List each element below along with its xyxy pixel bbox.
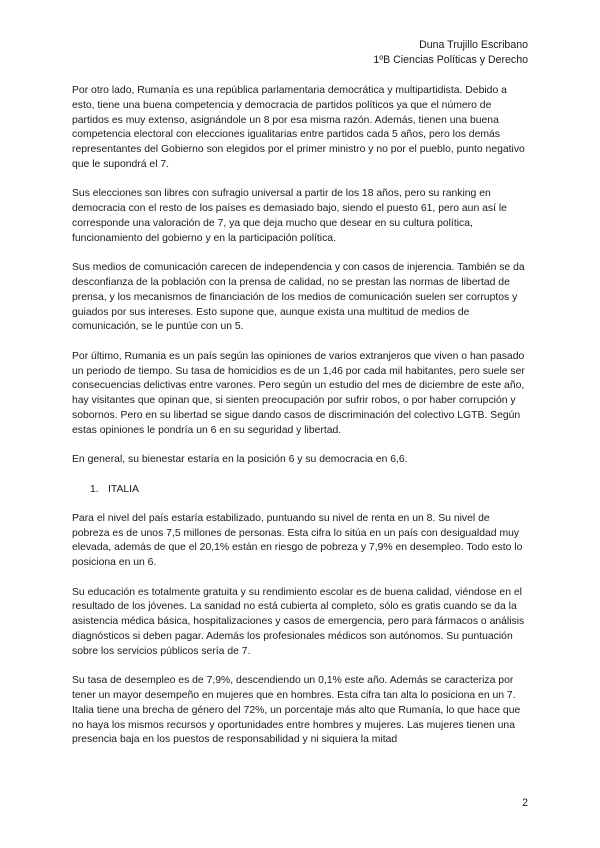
page-number: 2 xyxy=(522,797,528,809)
paragraph-rumania-security: Por último, Rumania es un país según las opiniones de varios extranjeros que viven o han pasado un periodo de tiempo. Su tasa de homicidios es de un 1,46 por cada mil habitantes, pero suele ser consecuencias delictivas entre varones. Pero según un estudio del mes de diciembre de este año, hay visitantes que opinan que, si sienten preocupación por sufrir robos, o por haber corrupción y sobornos. Pero en su libertad se sigue dando casos de discriminación del colectivo LGTB. Según estas opiniones le pondría un 6 en su seguridad y libertad. xyxy=(72,350,525,436)
course-name: 1ºB Ciencias Políticas y Derecho xyxy=(373,54,528,66)
paragraph-rumania-elections: Sus elecciones son libres con sufragio universal a partir de los 18 años, pero su ranking en democracia con el resto de los países es demasiado bajo, siendo el puesto 61, pero aun así le corresponde una valoración de 7, ya que deja mucho que desear en su cultura política, funcionamiento del gobierno y en la participación política. xyxy=(72,188,507,244)
paragraph-italia-services: Su educación es totalmente gratuita y su rendimiento escolar es de buena calidad, viéndose en el resultado de los jóvenes. La sanidad no está cubierta al completo, sólo es gratis cuando se da la asistencia médica básica, hospitalizaciones y casos de emergencia, pero para fármacos o análisis diagnósticos si deben pagar. Además los profesionales médicos son autónomos. Su puntuación sobre los servicios públicos sería de 7. xyxy=(72,586,525,657)
paragraph-rumania-media: Sus medios de comunicación carecen de independencia y con casos de injerencia. También se da desconfianza de la población con la prensa de calidad, no se prestan las normas de libertad de prensa, y los mecanismos de financiación de los medios de comunicación suelen ser corruptos y guiados por sus intereses. Esto supone que, aunque exista una multitud de medios de comunicación, se le puntúe con un 5. xyxy=(72,262,525,333)
section-title: ITALIA xyxy=(108,483,139,495)
section-number: 1. xyxy=(90,483,99,495)
paragraph-italia-employment: Su tasa de desempleo es de 7,9%, descendiendo un 0,1% este año. Además se caracteriza por tener un mayor desempeño en mujeres que en hombres. Esta cifra tan alta lo posiciona en un 7. Italia tiene una brecha de género del 72%, un porcentaje más alto que Rumanía, lo que hace que no haya los mismos recursos y oportunidades entre hombres y mujeres. Las mujeres tienen una presencia baja en los puestos de responsabilidad y ni siquiera la mitad xyxy=(72,675,521,746)
paragraph-rumania-politics: Por otro lado, Rumanía es una república parlamentaria democrática y multipartidista. Debido a esto, tiene una buena competencia y democracia de partidos políticos ya que el número de partidos es muy extenso, asignándole un 8 por esa misma razón. Además, tienen una buena competencia electoral con elecciones igualitarias entre partidos cada 5 años, pero los demás representantes del Gobierno son elegidos por el primer ministro y no por el pueblo, punto negativo que le supondrá el 7. xyxy=(72,85,525,170)
author-name: Duna Trujillo Escribano xyxy=(419,39,528,51)
section-heading-italia xyxy=(72,483,528,498)
page-header xyxy=(373,38,528,68)
paragraph-italia-income: Para el nivel del país estaría estabilizado, puntuando su nivel de renta en un 8. Su nivel de pobreza es de unos 7,5 millones de personas. Esta cifra lo sitúa en un país con desigualdad muy elevada, además de que el 20,1% están en riesgo de pobreza y 7,9% en desempleo. Todo esto lo posiciona en un 6. xyxy=(72,512,523,569)
document-body xyxy=(72,84,528,763)
paragraph-rumania-summary: En general, su bienestar estaría en la posición 6 y su democracia en 6,6. xyxy=(72,454,408,466)
